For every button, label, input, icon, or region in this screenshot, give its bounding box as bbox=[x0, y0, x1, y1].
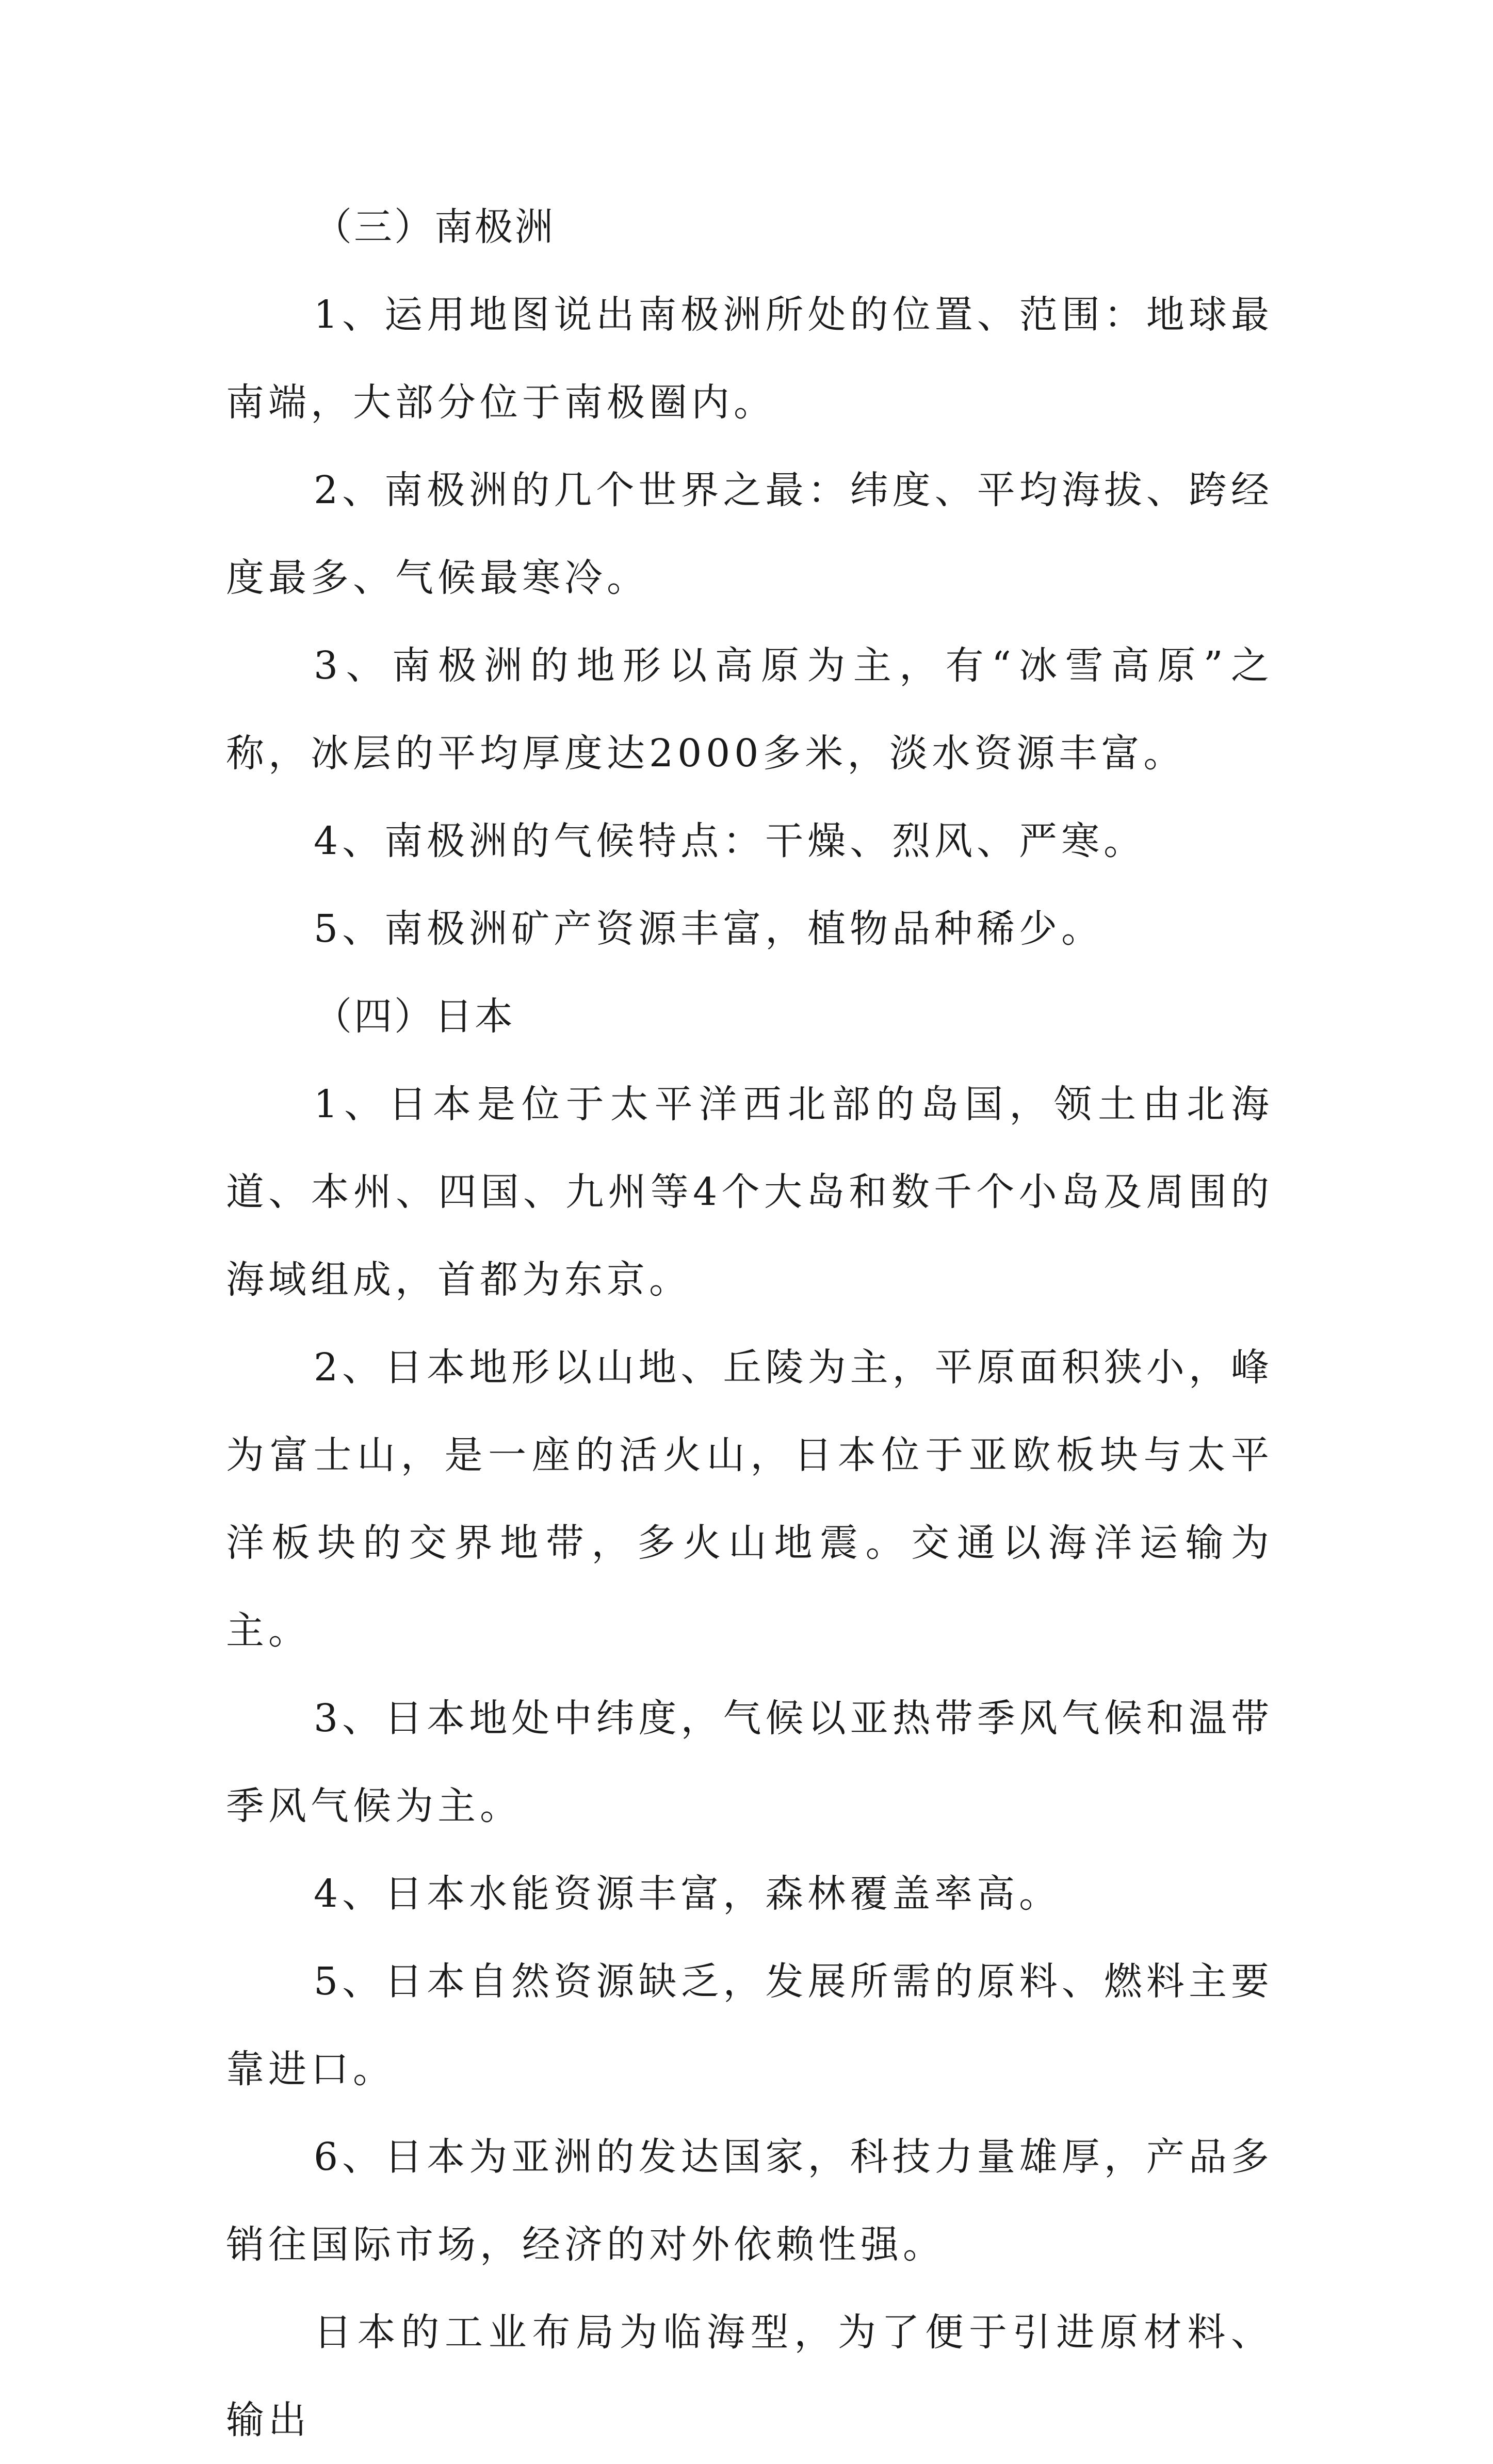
paragraph-antarctica-terrain: 3、南极洲的地形以高原为主，有“冰雪高原”之称，冰层的平均厚度达2000多米，淡水资源丰富。 bbox=[226, 643, 1273, 776]
paragraph-antarctica-records: 2、南极洲的几个世界之最：纬度、平均海拔、跨经度最多、气候最寒冷。 bbox=[226, 468, 1273, 600]
paragraph-japan-climate: 3、日本地处中纬度，气候以亚热带季风气候和温带季风气候为主。 bbox=[226, 1696, 1273, 1828]
section-heading-japan: （四）日本 bbox=[314, 994, 515, 1039]
paragraph-antarctica-resources: 5、南极洲矿产资源丰富，植物品种稀少。 bbox=[314, 907, 1104, 951]
paragraph-japan-water-forest: 4、日本水能资源丰富，森林覆盖率高。 bbox=[314, 1872, 1062, 1916]
paragraph-japan-location: 1、日本是位于太平洋西北部的岛国，领土由北海道、本州、四国、九州等4个大岛和数千个小岛及周围的海域组成，首都为东京。 bbox=[226, 1082, 1273, 1302]
document-page bbox=[226, 183, 1273, 2464]
section-heading-antarctica: （三）南极洲 bbox=[314, 205, 555, 249]
paragraph-antarctica-location: 1、运用地图说出南极洲所处的位置、范围：地球最南端，大部分位于南极圈内。 bbox=[226, 293, 1273, 425]
paragraph-japan-economy: 6、日本为亚洲的发达国家，科技力量雄厚，产品多销往国际市场，经济的对外依赖性强。 bbox=[226, 2135, 1273, 2267]
paragraph-japan-resources: 5、日本自然资源缺乏，发展所需的原料、燃料主要靠进口。 bbox=[226, 1959, 1273, 2091]
paragraph-japan-industry: 日本的工业布局为临海型，为了便于引进原材料、输出 bbox=[226, 2310, 1273, 2442]
paragraph-antarctica-climate: 4、南极洲的气候特点：干燥、烈风、严寒。 bbox=[314, 819, 1146, 863]
paragraph-japan-terrain: 2、日本地形以山地、丘陵为主，平原面积狭小，峰为富士山，是一座的活火山，日本位于亚欧板块与太平洋板块的交界地带，多火山地震。交通以海洋运输为主。 bbox=[226, 1345, 1273, 1653]
